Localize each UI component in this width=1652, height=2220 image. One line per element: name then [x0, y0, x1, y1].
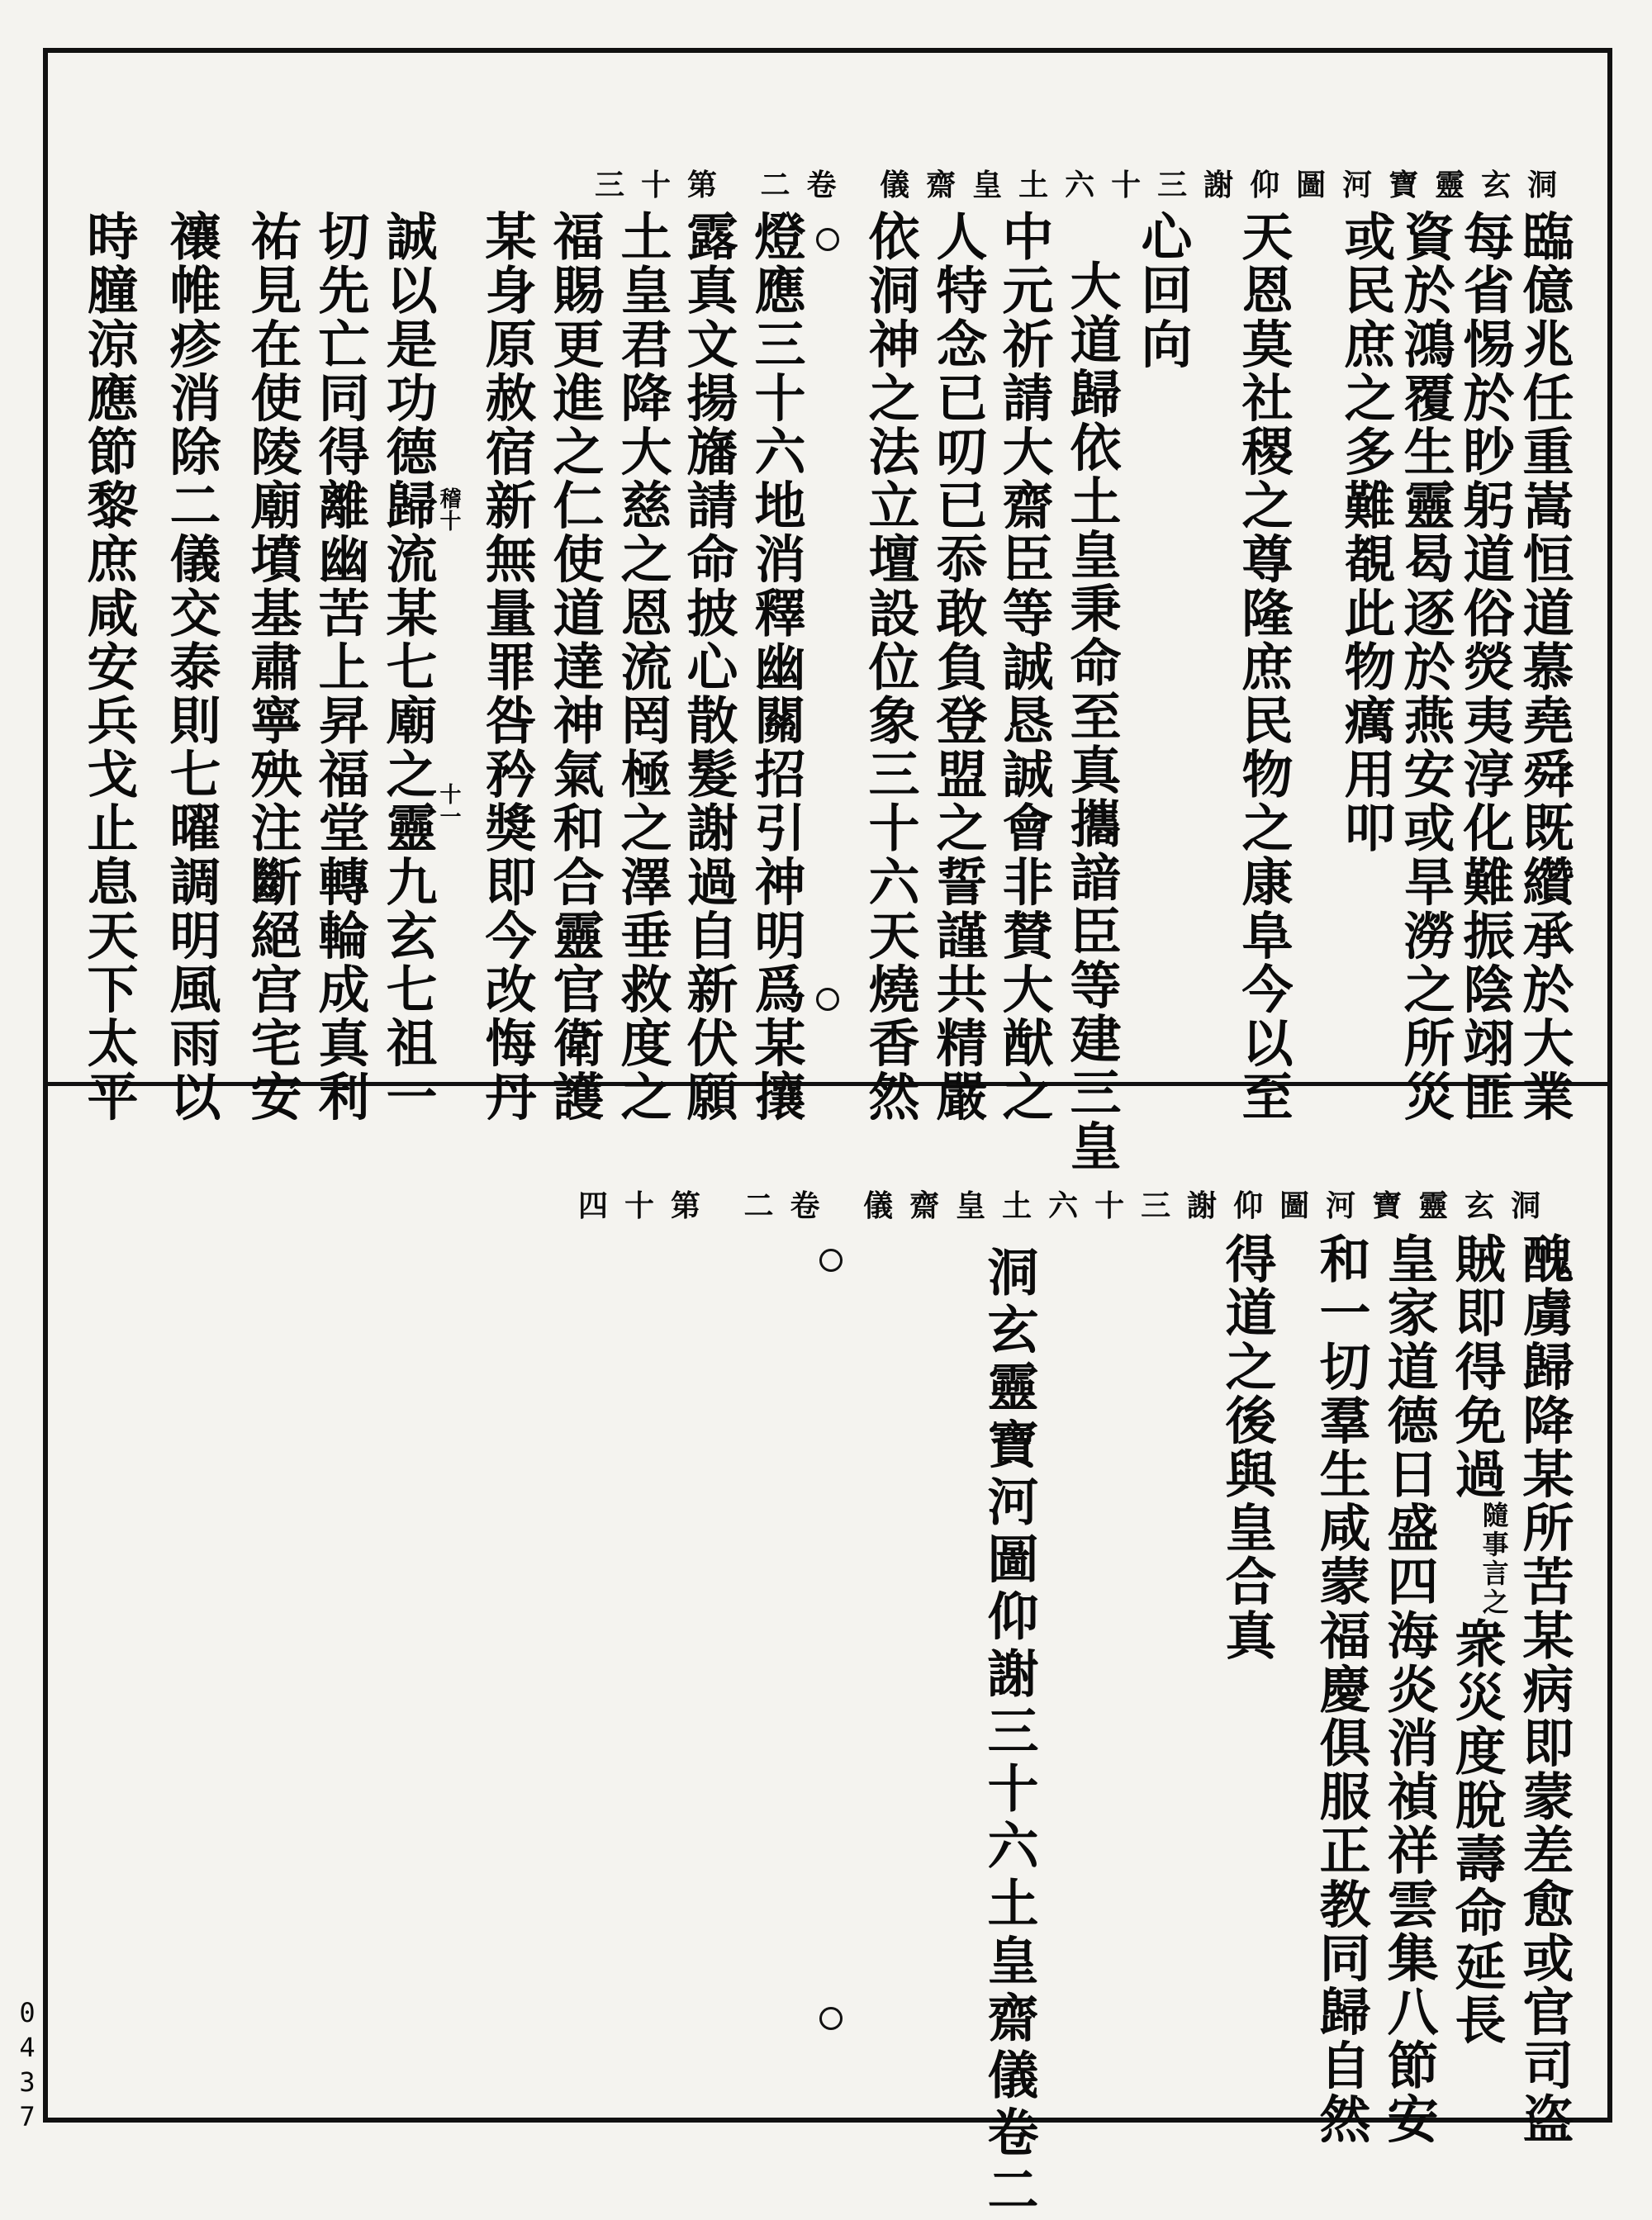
text-column: 燈應三十六地消釋幽關招引神明爲某攘 — [746, 210, 806, 1124]
page-number: 0437 — [12, 1997, 43, 2136]
text-column: 每省惕於眇躬道俗熒夷淳化難振陰翊匪 — [1455, 210, 1515, 1124]
binding-hole-mark — [816, 228, 839, 251]
text-column: 得道之後與皇合真 — [1217, 1232, 1277, 1663]
text-column: 臨億兆任重嵩恒道慕堯舜既纘承於大業 — [1514, 210, 1574, 1124]
text-column: 某身原赦宿新無量罪咎矜獎即今改悔丹 — [477, 210, 537, 1124]
upper-running-head: 洞玄靈寶河圖仰謝三十六土皇齋儀 卷二 第十三 — [595, 168, 1574, 202]
interlinear-note: 稽十 — [436, 487, 461, 533]
text-column: 大道歸依土皇秉命至真攜諳臣等建三皇 — [1061, 259, 1122, 1174]
text-column: 人特念已叨已忝敢負登盟之誓謹共精嚴 — [928, 210, 988, 1124]
closing-title-column: 洞玄靈寶河圖仰謝三十六土皇齋儀卷二 — [979, 1245, 1039, 2220]
text-column: 天恩莫社稷之尊隆庶民物之康阜今以至 — [1233, 210, 1294, 1124]
text-column: 資於鴻覆生靈曷逐於燕安或旱澇之所災 — [1395, 210, 1455, 1124]
text-column: 祐見在使陵廟墳基肅寧殃注斷絕宫宅安 — [242, 210, 302, 1124]
text-column: 皇家道德日盛四海炎消禎祥雲集八節安 — [1379, 1232, 1439, 2146]
text-column: 禳帷疹消除二儀交泰則七曜調明風雨以 — [161, 210, 221, 1124]
text-segment: 賊即得免過 — [1446, 1232, 1507, 1501]
text-column: 或民庶之多難覩此物癘用叩 — [1336, 210, 1396, 856]
text-column: 心回向 — [1132, 210, 1193, 372]
text-column: 和一切羣生咸蒙福慶俱服正教同歸自然 — [1311, 1232, 1371, 2146]
interlinear-note: 言之 — [1478, 1558, 1510, 1617]
text-segment: 衆災度脫壽命延長 — [1446, 1616, 1507, 2047]
interlinear-note: 隨事 — [1478, 1501, 1510, 1559]
text-column: 土皇君降大慈之恩流罔極之澤垂救度之 — [612, 210, 672, 1124]
interlinear-note: 十一 — [436, 783, 461, 828]
text-column: 依洞神之法立壇設位象三十六天燒香然 — [860, 210, 920, 1124]
lower-running-head: 洞玄靈寶河圖仰謝三十六土皇齋儀 卷二 第十四 — [578, 1188, 1558, 1223]
text-column: 誠以是功德歸流某七廟之靈九玄七祖一 — [377, 210, 438, 1124]
text-column: 福賜更進之仁使道達神氣和合靈官衛護 — [544, 210, 605, 1124]
text-column: 露真文揚旛請命披心散髮謝過自新伏願 — [678, 210, 738, 1124]
text-column — [1446, 1232, 1510, 2047]
binding-hole-mark — [816, 988, 839, 1011]
text-column: 中元祈請大齋臣等誠恳誠會非賛大猷之 — [994, 210, 1054, 1124]
text-column: 醜虜歸降某所苦某病即蒙差愈或官司盗 — [1514, 1232, 1574, 2146]
text-column: 時膧涼應節黎庶咸安兵戈止息天下太平 — [78, 210, 139, 1124]
binding-hole-mark — [819, 1249, 843, 1272]
text-column: 切先亡同得離幽苦上昇福堂轉輪成真利 — [310, 210, 370, 1124]
binding-hole-mark — [819, 2007, 843, 2030]
